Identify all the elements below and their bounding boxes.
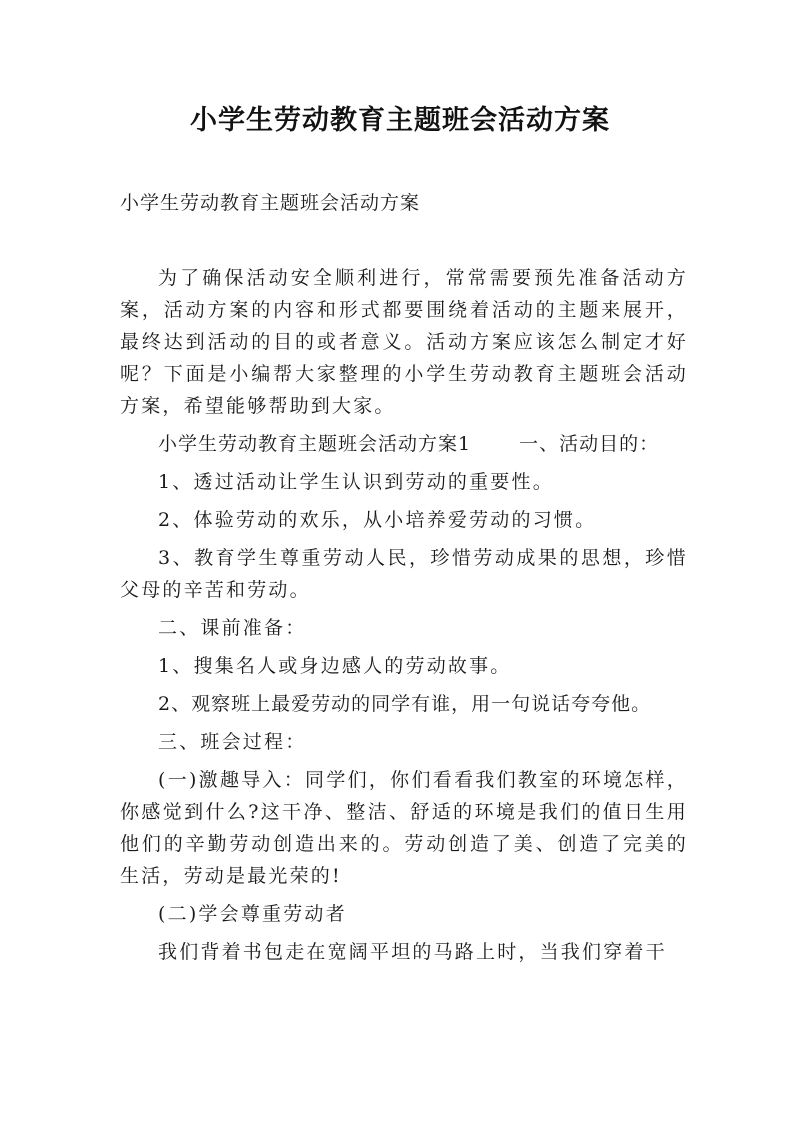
goal-heading: 一、活动目的： [519,433,660,455]
goal-item-3: 3、教育学生尊重劳动人民，珍惜劳动成果的思想，珍惜父母的辛苦和劳动。 [120,547,688,601]
document-body [120,262,688,974]
plan-heading: 小学生劳动教育主题班会活动方案1 [158,433,472,455]
process-heading: 三、班会过程： [158,731,307,753]
document-subtitle: 小学生劳动教育主题班会活动方案 [120,192,421,214]
process-item-1: (一)激趣导入：同学们，你们看看我们教室的环境怎样，你感觉到什么?这干净、整洁、舒适的环境是我们的值日生用他们的辛勤劳动创造出来的。劳动创造了美、创造了完美的生活，劳动是最光荣的! [120,769,688,887]
prep-item-1: 1、搜集名人或身边感人的劳动故事。 [158,655,512,677]
goal-item-2: 2、体验劳动的欢乐，从小培养爱劳动的习惯。 [158,509,597,531]
prep-heading: 二、课前准备： [158,617,307,639]
process-item-2: (二)学会尊重劳动者 [158,903,347,925]
plan-heading-line [120,428,688,460]
prep-item-2: 2、观察班上最爱劳动的同学有谁，用一句说话夸夸他。 [158,693,652,715]
process-item-3: 我们背着书包走在宽阔平坦的马路上时，当我们穿着干 [158,941,667,963]
goal-item-1: 1、透过活动让学生认识到劳动的重要性。 [158,471,554,493]
intro-paragraph: 为了确保活动安全顺利进行，常常需要预先准备活动方案，活动方案的内容和形式都要围绕着活动的主题来展开，最终达到活动的目的或者意义。活动方案应该怎么制定才好呢？下面是小编帮大家整理的小学生劳动教育主题班会活动方案，希望能够帮助到大家。 [120,267,688,417]
document-title: 小学生劳动教育主题班会活动方案 [190,105,610,136]
